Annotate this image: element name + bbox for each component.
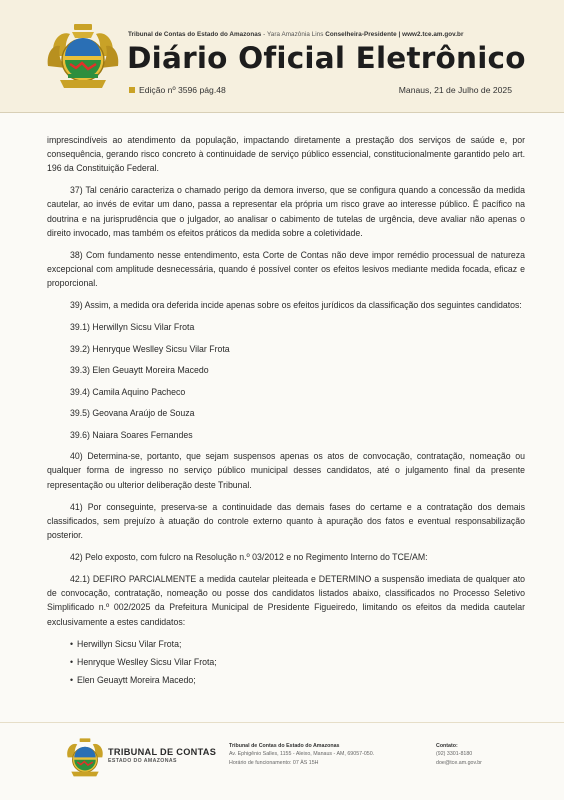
candidate-item: 39.3) Elen Geuaytt Moreira Macedo (70, 365, 209, 376)
bullet-item: • Herwillyn Sicsu Vilar Frota; (71, 637, 525, 651)
footer-address: Av. Ephigênio Salles, 1155 - Aleixo, Manaus - AM, 69057-050. (229, 751, 375, 758)
footer-contact-block (436, 742, 482, 767)
edition-square-icon (129, 87, 135, 93)
header-divider (0, 112, 564, 113)
header-president: Yara Amazônia Lins (266, 31, 324, 38)
paragraph-39: 39) Assim, a medida ora deferida incide apenas sobre os efeitos jurídicos da classificação dos seguintes candidatos: (70, 300, 522, 311)
header-org-line (128, 31, 528, 38)
footer-hours: Horário de funcionamento: 07 ÀS 15H (229, 759, 319, 766)
paragraph-38: 38) Com fundamento nesse entendimento, esta Corte de Contas não deve impor remédio processual de natureza excepcional com amplitude desnecessária, quando é possível conter os efeitos lesivos mediante medida focada, eficaz e proporcional. (47, 249, 525, 289)
page-footer (0, 723, 564, 800)
candidate-item: 39.4) Camila Aquino Pacheco (70, 386, 186, 397)
page-title: Diário Oficial Eletrônico (127, 41, 526, 75)
tce-am-emblem-icon (46, 22, 120, 92)
bullet-item: • Henryque Weslley Sicsu Vilar Frota; (71, 655, 525, 669)
place-date: Manaus, 21 de Julho de 2025 (398, 85, 512, 95)
header-sep-2: | (398, 31, 403, 38)
paragraph-42-1: 42.1) DEFIRO PARCIALMENTE a medida cautelar pleiteada e DETERMINO a suspensão imediata de qualquer ato de convocação, contratação, nomeação ou posse dos candidatos listados abaixo, classificados no Processo Seletivo Simplificado n.º 002/2025 da Prefeitura Municipal de Presidente Figueiredo, limitando os efeitos da medida cautelar exclusivamente a estes candidatos: (47, 574, 525, 627)
paragraph-40: 40) Determina-se, portanto, que sejam suspensos apenas os atos de convocação, contratação, nomeação ou qualquer forma de ingresso no serviço público municipal desses candidatos, até o julgamento final da presente representação ou ulterior deliberação deste Tribunal. (47, 451, 525, 490)
footer-org-name: TRIBUNAL DE CONTAS (108, 747, 217, 757)
paragraph-37: 37) Tal cenário caracteriza o chamado perigo da demora inverso, que se configura quando a concessão da medida cautelar, ao invés de evitar um dano, passa a representar ela própria um risco grave ao interesse público. É pacífico na doutrina e na jurisprudência que o julgador, ao analisar o cabimento de tutelas de urgência, deve avaliar não apenas o direito invocado, mas também os efeitos práticos da medida sobre a coletividade. (47, 185, 525, 238)
header-site: www2.tce.am.gov.br (402, 31, 464, 38)
paragraph-41: 41) Por conseguinte, preserva-se a continuidade das demais fases do certame e a contratação dos demais classificados, sem prejuízo à atuação do controle externo quanto à apuração dos fatos e eventual responsabilização posterior. (47, 501, 525, 540)
candidate-bullet-list (47, 637, 525, 687)
footer-email-link[interactable]: doe@tce.am.gov.br (436, 759, 482, 766)
bullet-item: • Elen Geuaytt Moreira Macedo; (71, 673, 525, 687)
tce-am-footer-emblem-icon (63, 736, 107, 780)
footer-address-block (229, 742, 374, 767)
header-president-role: Conselheira-Presidente (325, 31, 397, 38)
page-header (0, 0, 564, 112)
document-body (47, 133, 525, 691)
paragraph-continuation: imprescindíveis ao atendimento da população, impactando diretamente a prestação dos serviços de saúde e, por consequência, gerando risco concreto à continuidade de serviço público essencial, constitucionalmente garantido pelo art. 196 da Constituição Federal. (47, 135, 525, 174)
candidate-item: 39.1) Herwillyn Sicsu Vilar Frota (70, 322, 195, 333)
footer-phone: (92) 3301-8180 (436, 751, 473, 758)
candidate-item: 39.6) Naiara Soares Fernandes (70, 429, 193, 440)
candidate-item: 39.2) Henryque Weslley Sicsu Vilar Frota (70, 343, 230, 354)
candidate-item: 39.5) Geovana Araújo de Souza (70, 408, 195, 419)
edition-text: Edição nº 3596 pág.48 (139, 85, 226, 95)
header-org: Tribunal de Contas do Estado do Amazonas (128, 31, 262, 38)
footer-info-title: Tribunal de Contas do Estado do Amazonas (229, 743, 340, 749)
paragraph-42: 42) Pelo exposto, com fulcro na Resolução n.º 03/2012 e no Regimento Interno do TCE/AM: (70, 552, 428, 563)
edition-label (129, 85, 226, 95)
header-sep: - (263, 31, 267, 38)
footer-contact-title: Contato: (436, 743, 458, 749)
footer-org-state: ESTADO DO AMAZONAS (108, 758, 177, 764)
